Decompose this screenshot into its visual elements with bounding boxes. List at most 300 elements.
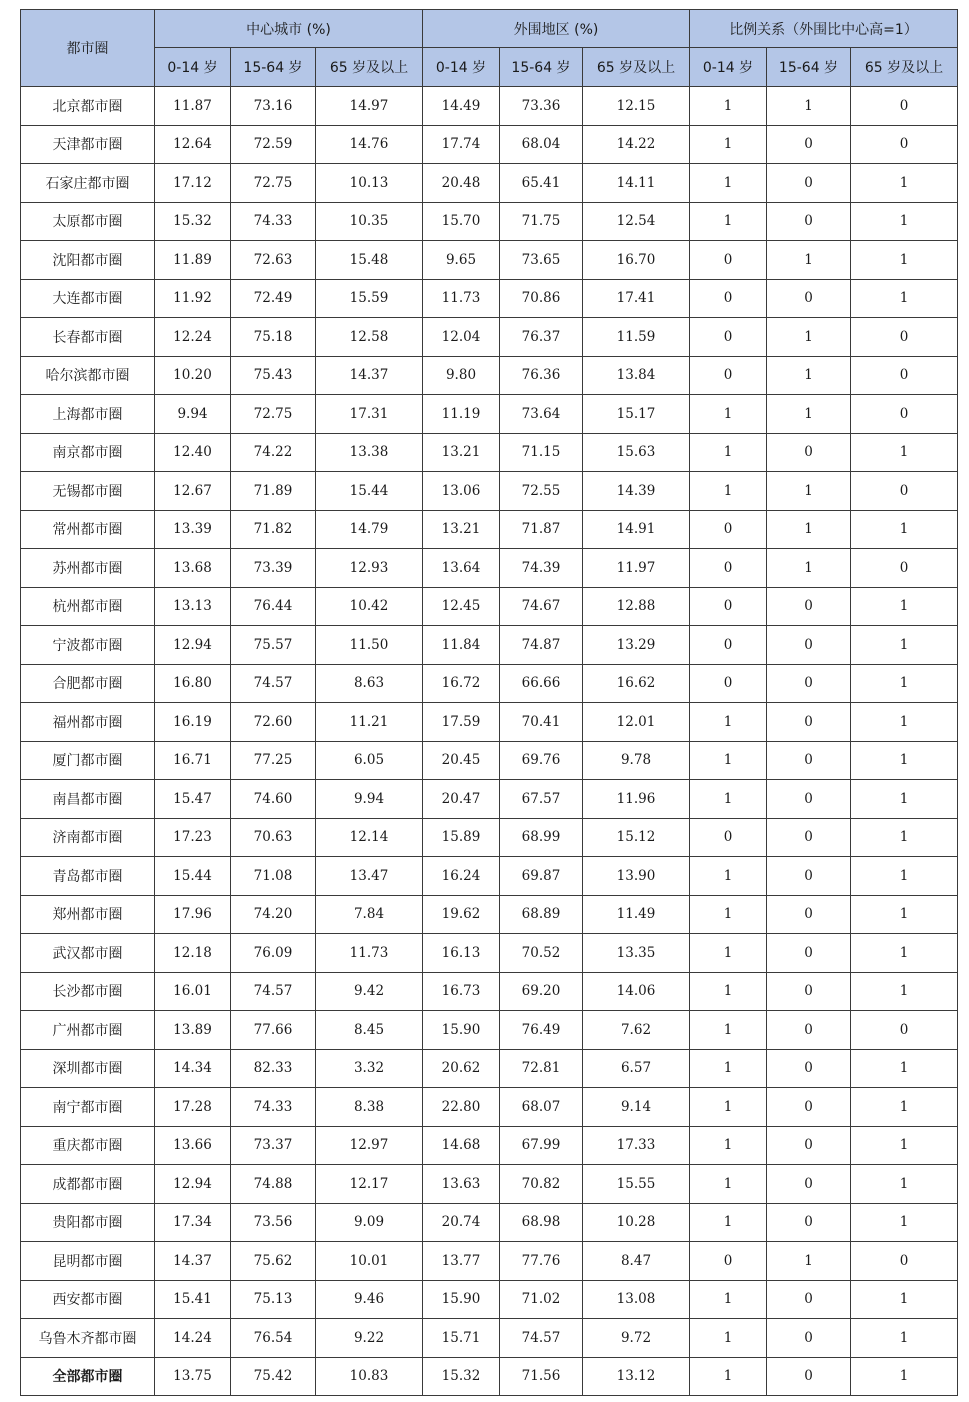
percent-cell: 9.14 (583, 1088, 690, 1127)
table-row (21, 626, 958, 665)
percent-cell: 11.73 (423, 279, 500, 318)
percent-cell: 72.75 (231, 164, 316, 203)
ratio-flag-cell: 0 (767, 1126, 851, 1165)
ratio-flag-cell: 0 (767, 164, 851, 203)
ratio-flag-cell: 0 (767, 1357, 851, 1396)
percent-cell: 15.47 (155, 780, 231, 819)
ratio-flag-cell: 1 (851, 1357, 958, 1396)
region-name-cell: 西安都市圈 (21, 1280, 155, 1319)
percent-cell: 15.55 (583, 1165, 690, 1204)
ratio-flag-cell: 1 (767, 241, 851, 280)
region-name-cell: 杭州都市圈 (21, 587, 155, 626)
percent-cell: 17.12 (155, 164, 231, 203)
ratio-flag-cell: 1 (851, 857, 958, 896)
percent-cell: 17.59 (423, 703, 500, 742)
percent-cell: 14.06 (583, 972, 690, 1011)
ratio-flag-cell: 1 (690, 433, 767, 472)
percent-cell: 17.33 (583, 1126, 690, 1165)
ratio-flag-cell: 0 (851, 1011, 958, 1050)
ratio-flag-cell: 1 (851, 1280, 958, 1319)
ratio-flag-cell: 1 (851, 1049, 958, 1088)
percent-cell: 10.28 (583, 1203, 690, 1242)
percent-cell: 67.99 (500, 1126, 583, 1165)
percent-cell: 15.89 (423, 818, 500, 857)
region-name-cell: 南京都市圈 (21, 433, 155, 472)
percent-cell: 71.75 (500, 202, 583, 241)
percent-cell: 76.09 (231, 934, 316, 973)
ratio-flag-cell: 1 (851, 703, 958, 742)
ratio-flag-cell: 0 (690, 587, 767, 626)
percent-cell: 72.55 (500, 472, 583, 511)
percent-cell: 68.04 (500, 125, 583, 164)
percent-cell: 14.79 (316, 510, 423, 549)
percent-cell: 14.34 (155, 1049, 231, 1088)
percent-cell: 72.75 (231, 395, 316, 434)
region-name-cell: 乌鲁木齐都市圈 (21, 1319, 155, 1358)
region-name-cell: 上海都市圈 (21, 395, 155, 434)
ratio-flag-cell: 1 (851, 1088, 958, 1127)
percent-cell: 12.88 (583, 587, 690, 626)
ratio-flag-cell: 0 (767, 202, 851, 241)
region-name-cell: 青岛都市圈 (21, 857, 155, 896)
percent-cell: 17.34 (155, 1203, 231, 1242)
ratio-flag-cell: 0 (767, 934, 851, 973)
percent-cell: 69.20 (500, 972, 583, 1011)
percent-cell: 14.68 (423, 1126, 500, 1165)
ratio-flag-cell: 1 (690, 125, 767, 164)
ratio-flag-cell: 1 (767, 510, 851, 549)
region-name-cell: 济南都市圈 (21, 818, 155, 857)
percent-cell: 75.57 (231, 626, 316, 665)
percent-cell: 10.20 (155, 356, 231, 395)
percent-cell: 20.74 (423, 1203, 500, 1242)
ratio-flag-cell: 0 (767, 1319, 851, 1358)
percent-cell: 13.12 (583, 1357, 690, 1396)
percent-cell: 75.62 (231, 1242, 316, 1281)
percent-cell: 74.20 (231, 895, 316, 934)
region-name-cell: 石家庄都市圈 (21, 164, 155, 203)
percent-cell: 17.41 (583, 279, 690, 318)
table-row (21, 433, 958, 472)
percent-cell: 11.73 (316, 934, 423, 973)
percent-cell: 15.32 (423, 1357, 500, 1396)
percent-cell: 13.75 (155, 1357, 231, 1396)
ratio-flag-cell: 0 (851, 472, 958, 511)
ratio-flag-cell: 1 (690, 87, 767, 126)
percent-cell: 75.43 (231, 356, 316, 395)
ratio-flag-cell: 1 (767, 318, 851, 357)
region-name-cell: 昆明都市圈 (21, 1242, 155, 1281)
percent-cell: 11.49 (583, 895, 690, 934)
percent-cell: 12.97 (316, 1126, 423, 1165)
percent-cell: 17.23 (155, 818, 231, 857)
percent-cell: 15.59 (316, 279, 423, 318)
ratio-flag-cell: 1 (851, 972, 958, 1011)
ratio-flag-cell: 0 (767, 1280, 851, 1319)
percent-cell: 15.48 (316, 241, 423, 280)
ratio-flag-cell: 0 (767, 279, 851, 318)
percent-cell: 74.67 (500, 587, 583, 626)
percent-cell: 9.94 (316, 780, 423, 819)
ratio-flag-cell: 0 (690, 356, 767, 395)
ratio-flag-cell: 1 (690, 164, 767, 203)
percent-cell: 10.35 (316, 202, 423, 241)
percent-cell: 12.15 (583, 87, 690, 126)
table-row (21, 87, 958, 126)
percent-cell: 74.39 (500, 549, 583, 588)
table-row (21, 202, 958, 241)
table-row (21, 318, 958, 357)
percent-cell: 74.57 (231, 972, 316, 1011)
region-name-cell: 福州都市圈 (21, 703, 155, 742)
percent-cell: 16.24 (423, 857, 500, 896)
age-structure-table (20, 9, 958, 1396)
ratio-flag-cell: 0 (851, 356, 958, 395)
ratio-flag-cell: 1 (851, 241, 958, 280)
ratio-flag-cell: 1 (690, 972, 767, 1011)
percent-cell: 68.07 (500, 1088, 583, 1127)
percent-cell: 72.59 (231, 125, 316, 164)
percent-cell: 9.65 (423, 241, 500, 280)
percent-cell: 15.63 (583, 433, 690, 472)
region-name-cell: 武汉都市圈 (21, 934, 155, 973)
percent-cell: 74.33 (231, 202, 316, 241)
percent-cell: 77.25 (231, 741, 316, 780)
percent-cell: 74.60 (231, 780, 316, 819)
percent-cell: 69.87 (500, 857, 583, 896)
table-row (21, 395, 958, 434)
percent-cell: 16.73 (423, 972, 500, 1011)
percent-cell: 66.66 (500, 664, 583, 703)
ratio-flag-cell: 0 (851, 1242, 958, 1281)
table-row (21, 1203, 958, 1242)
percent-cell: 67.57 (500, 780, 583, 819)
percent-cell: 14.76 (316, 125, 423, 164)
percent-cell: 12.54 (583, 202, 690, 241)
table-body (21, 87, 958, 1396)
percent-cell: 15.41 (155, 1280, 231, 1319)
ratio-flag-cell: 0 (767, 1049, 851, 1088)
percent-cell: 22.80 (423, 1088, 500, 1127)
percent-cell: 9.78 (583, 741, 690, 780)
ratio-flag-cell: 1 (851, 934, 958, 973)
ratio-flag-cell: 1 (690, 1126, 767, 1165)
percent-cell: 16.13 (423, 934, 500, 973)
percent-cell: 75.13 (231, 1280, 316, 1319)
ratio-flag-cell: 1 (690, 1049, 767, 1088)
ratio-flag-cell: 0 (767, 433, 851, 472)
ratio-flag-cell: 1 (767, 87, 851, 126)
age-header: 0-14 岁 (423, 48, 500, 87)
ratio-flag-cell: 0 (767, 818, 851, 857)
percent-cell: 11.59 (583, 318, 690, 357)
ratio-flag-cell: 0 (767, 1165, 851, 1204)
ratio-flag-cell: 1 (690, 1319, 767, 1358)
ratio-flag-cell: 1 (690, 1011, 767, 1050)
percent-cell: 15.71 (423, 1319, 500, 1358)
percent-cell: 13.68 (155, 549, 231, 588)
percent-cell: 77.76 (500, 1242, 583, 1281)
table-row (21, 549, 958, 588)
percent-cell: 10.83 (316, 1357, 423, 1396)
age-header: 65 岁及以上 (583, 48, 690, 87)
ratio-flag-cell: 1 (690, 741, 767, 780)
percent-cell: 69.76 (500, 741, 583, 780)
percent-cell: 65.41 (500, 164, 583, 203)
percent-cell: 12.18 (155, 934, 231, 973)
table-row (21, 1126, 958, 1165)
percent-cell: 13.08 (583, 1280, 690, 1319)
percent-cell: 15.90 (423, 1280, 500, 1319)
percent-cell: 9.09 (316, 1203, 423, 1242)
group-header-ratio: 比例关系（外围比中心高=1） (690, 10, 958, 48)
ratio-flag-cell: 1 (851, 626, 958, 665)
percent-cell: 73.65 (500, 241, 583, 280)
percent-cell: 11.84 (423, 626, 500, 665)
percent-cell: 71.56 (500, 1357, 583, 1396)
percent-cell: 12.04 (423, 318, 500, 357)
ratio-flag-cell: 0 (851, 318, 958, 357)
percent-cell: 74.33 (231, 1088, 316, 1127)
region-name-cell: 苏州都市圈 (21, 549, 155, 588)
table-row (21, 741, 958, 780)
percent-cell: 10.01 (316, 1242, 423, 1281)
group-header-periphery: 外围地区 (%) (423, 10, 690, 48)
ratio-flag-cell: 1 (851, 1126, 958, 1165)
region-name-cell: 大连都市圈 (21, 279, 155, 318)
percent-cell: 68.99 (500, 818, 583, 857)
percent-cell: 13.64 (423, 549, 500, 588)
percent-cell: 74.57 (231, 664, 316, 703)
percent-cell: 11.89 (155, 241, 231, 280)
ratio-flag-cell: 0 (690, 818, 767, 857)
percent-cell: 72.60 (231, 703, 316, 742)
ratio-flag-cell: 0 (690, 318, 767, 357)
percent-cell: 75.42 (231, 1357, 316, 1396)
region-name-cell: 太原都市圈 (21, 202, 155, 241)
table-row (21, 1280, 958, 1319)
region-name-cell: 南宁都市圈 (21, 1088, 155, 1127)
ratio-flag-cell: 0 (767, 741, 851, 780)
age-header: 65 岁及以上 (316, 48, 423, 87)
table-row (21, 664, 958, 703)
region-name-cell: 合肥都市圈 (21, 664, 155, 703)
region-name-cell: 全部都市圈 (21, 1357, 155, 1396)
percent-cell: 72.49 (231, 279, 316, 318)
percent-cell: 82.33 (231, 1049, 316, 1088)
region-name-cell: 天津都市圈 (21, 125, 155, 164)
ratio-flag-cell: 1 (851, 780, 958, 819)
table-row (21, 1088, 958, 1127)
age-header: 15-64 岁 (500, 48, 583, 87)
region-name-cell: 北京都市圈 (21, 87, 155, 126)
percent-cell: 68.98 (500, 1203, 583, 1242)
ratio-flag-cell: 0 (767, 587, 851, 626)
percent-cell: 14.22 (583, 125, 690, 164)
ratio-flag-cell: 1 (767, 395, 851, 434)
percent-cell: 11.96 (583, 780, 690, 819)
percent-cell: 6.05 (316, 741, 423, 780)
percent-cell: 11.92 (155, 279, 231, 318)
percent-cell: 6.57 (583, 1049, 690, 1088)
percent-cell: 12.67 (155, 472, 231, 511)
header-row-age-groups (21, 48, 958, 87)
table-row-total (21, 1357, 958, 1396)
percent-cell: 12.17 (316, 1165, 423, 1204)
percent-cell: 73.39 (231, 549, 316, 588)
percent-cell: 15.70 (423, 202, 500, 241)
ratio-flag-cell: 1 (690, 395, 767, 434)
percent-cell: 72.81 (500, 1049, 583, 1088)
ratio-flag-cell: 1 (690, 934, 767, 973)
percent-cell: 12.45 (423, 587, 500, 626)
percent-cell: 9.94 (155, 395, 231, 434)
percent-cell: 17.31 (316, 395, 423, 434)
percent-cell: 11.21 (316, 703, 423, 742)
percent-cell: 13.63 (423, 1165, 500, 1204)
ratio-flag-cell: 1 (851, 1165, 958, 1204)
ratio-flag-cell: 0 (767, 1011, 851, 1050)
percent-cell: 13.29 (583, 626, 690, 665)
percent-cell: 72.63 (231, 241, 316, 280)
table-row (21, 1011, 958, 1050)
age-header: 0-14 岁 (155, 48, 231, 87)
percent-cell: 10.42 (316, 587, 423, 626)
percent-cell: 76.37 (500, 318, 583, 357)
ratio-flag-cell: 0 (690, 664, 767, 703)
percent-cell: 76.36 (500, 356, 583, 395)
ratio-flag-cell: 1 (851, 587, 958, 626)
table-row (21, 972, 958, 1011)
percent-cell: 14.91 (583, 510, 690, 549)
percent-cell: 12.94 (155, 626, 231, 665)
percent-cell: 73.64 (500, 395, 583, 434)
percent-cell: 16.71 (155, 741, 231, 780)
region-name-cell: 贵阳都市圈 (21, 1203, 155, 1242)
percent-cell: 15.90 (423, 1011, 500, 1050)
region-name-cell: 哈尔滨都市圈 (21, 356, 155, 395)
percent-cell: 13.35 (583, 934, 690, 973)
percent-cell: 70.41 (500, 703, 583, 742)
percent-cell: 11.19 (423, 395, 500, 434)
table-row (21, 241, 958, 280)
age-header: 15-64 岁 (231, 48, 316, 87)
region-name-cell: 宁波都市圈 (21, 626, 155, 665)
region-name-cell: 深圳都市圈 (21, 1049, 155, 1088)
percent-cell: 12.94 (155, 1165, 231, 1204)
percent-cell: 70.63 (231, 818, 316, 857)
ratio-flag-cell: 0 (851, 549, 958, 588)
region-name-cell: 长沙都市圈 (21, 972, 155, 1011)
ratio-flag-cell: 1 (851, 895, 958, 934)
ratio-flag-cell: 1 (851, 741, 958, 780)
ratio-flag-cell: 0 (767, 972, 851, 1011)
region-name-cell: 成都都市圈 (21, 1165, 155, 1204)
percent-cell: 12.14 (316, 818, 423, 857)
percent-cell: 13.21 (423, 510, 500, 549)
ratio-flag-cell: 0 (690, 510, 767, 549)
region-name-cell: 厦门都市圈 (21, 741, 155, 780)
ratio-flag-cell: 1 (690, 1203, 767, 1242)
percent-cell: 16.80 (155, 664, 231, 703)
percent-cell: 16.72 (423, 664, 500, 703)
percent-cell: 71.08 (231, 857, 316, 896)
ratio-flag-cell: 1 (851, 433, 958, 472)
table-row (21, 895, 958, 934)
percent-cell: 11.97 (583, 549, 690, 588)
ratio-flag-cell: 0 (767, 1088, 851, 1127)
region-name-cell: 常州都市圈 (21, 510, 155, 549)
ratio-flag-cell: 0 (690, 279, 767, 318)
ratio-flag-cell: 0 (851, 87, 958, 126)
percent-cell: 7.62 (583, 1011, 690, 1050)
table-row (21, 587, 958, 626)
percent-cell: 20.47 (423, 780, 500, 819)
ratio-flag-cell: 1 (690, 1165, 767, 1204)
percent-cell: 9.80 (423, 356, 500, 395)
percent-cell: 7.84 (316, 895, 423, 934)
percent-cell: 70.82 (500, 1165, 583, 1204)
percent-cell: 15.12 (583, 818, 690, 857)
percent-cell: 14.97 (316, 87, 423, 126)
ratio-flag-cell: 1 (851, 279, 958, 318)
percent-cell: 8.38 (316, 1088, 423, 1127)
percent-cell: 16.70 (583, 241, 690, 280)
percent-cell: 13.06 (423, 472, 500, 511)
percent-cell: 70.86 (500, 279, 583, 318)
ratio-flag-cell: 0 (851, 395, 958, 434)
percent-cell: 71.15 (500, 433, 583, 472)
ratio-flag-cell: 0 (690, 549, 767, 588)
ratio-flag-cell: 0 (767, 857, 851, 896)
percent-cell: 13.77 (423, 1242, 500, 1281)
ratio-flag-cell: 1 (851, 1203, 958, 1242)
group-header-center-city: 中心城市 (%) (155, 10, 423, 48)
ratio-flag-cell: 1 (690, 895, 767, 934)
table-row (21, 934, 958, 973)
percent-cell: 15.44 (155, 857, 231, 896)
ratio-flag-cell: 1 (690, 202, 767, 241)
percent-cell: 73.36 (500, 87, 583, 126)
percent-cell: 8.47 (583, 1242, 690, 1281)
ratio-flag-cell: 0 (767, 125, 851, 164)
percent-cell: 9.22 (316, 1319, 423, 1358)
percent-cell: 11.87 (155, 87, 231, 126)
percent-cell: 15.32 (155, 202, 231, 241)
ratio-flag-cell: 0 (767, 895, 851, 934)
table-row (21, 125, 958, 164)
percent-cell: 12.64 (155, 125, 231, 164)
percent-cell: 76.44 (231, 587, 316, 626)
ratio-flag-cell: 1 (690, 1280, 767, 1319)
ratio-flag-cell: 0 (767, 703, 851, 742)
percent-cell: 14.11 (583, 164, 690, 203)
percent-cell: 11.50 (316, 626, 423, 665)
ratio-flag-cell: 1 (851, 202, 958, 241)
ratio-flag-cell: 1 (690, 1357, 767, 1396)
ratio-flag-cell: 0 (690, 241, 767, 280)
percent-cell: 71.87 (500, 510, 583, 549)
table-row (21, 818, 958, 857)
ratio-flag-cell: 1 (690, 780, 767, 819)
percent-cell: 77.66 (231, 1011, 316, 1050)
percent-cell: 19.62 (423, 895, 500, 934)
percent-cell: 12.40 (155, 433, 231, 472)
ratio-flag-cell: 1 (690, 1088, 767, 1127)
table-row (21, 472, 958, 511)
percent-cell: 17.96 (155, 895, 231, 934)
percent-cell: 8.45 (316, 1011, 423, 1050)
